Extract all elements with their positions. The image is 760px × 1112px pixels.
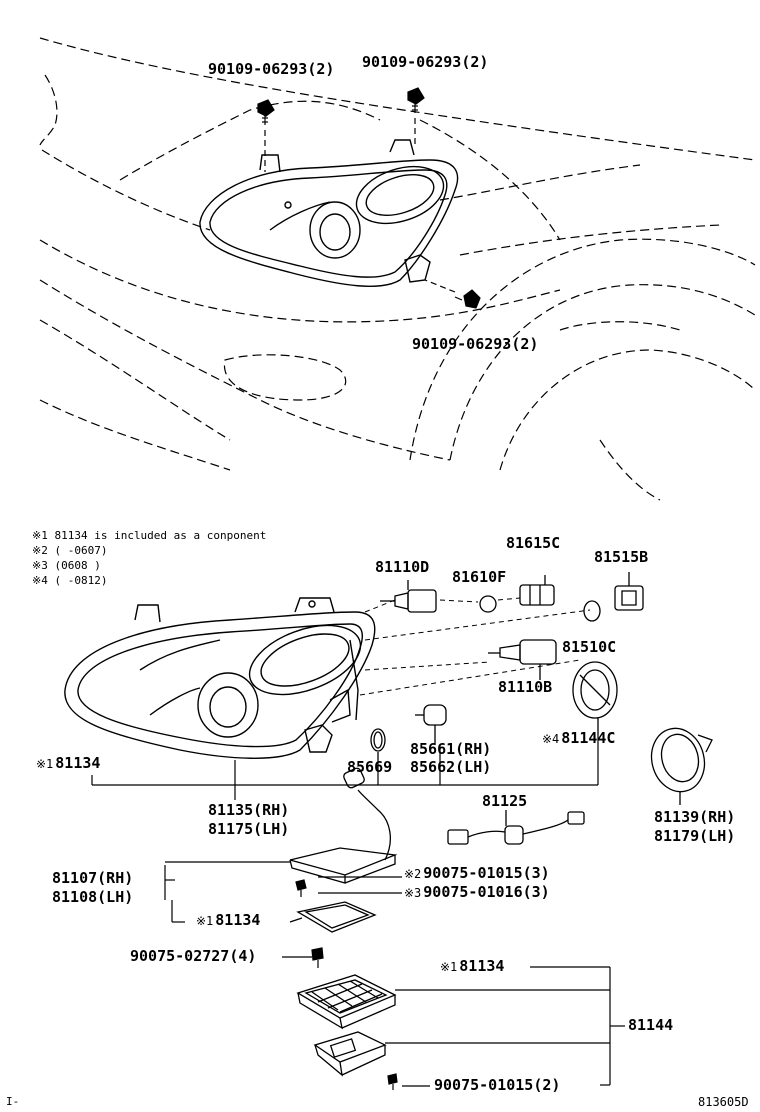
socket-81615C [520,575,554,605]
left-edge-mark: I- [6,1095,20,1108]
label-90075-01016: ※3 90075-01016(3) [404,883,550,901]
gasket-81134 [298,902,375,932]
housing-81144 [298,975,395,1028]
harness-81125 [448,810,584,844]
ring-85669 [371,729,385,760]
label-81134-housing: ※1 81134 [440,957,505,975]
note-2: ※2 ( -0607) [32,544,108,557]
label-81135: 81135(RH) [208,801,290,819]
cap-81144C [573,662,617,735]
label-81107: 81107(RH) [52,869,134,887]
cover-plate-81144 [315,1032,385,1075]
label-81610F: 81610F [452,568,507,586]
label-bolt-top-right: 90109-06293(2) [362,53,489,71]
screw-90075-01015-lower [388,1074,397,1090]
bracket-81144 [385,967,625,1086]
bulb-81610F [480,596,496,612]
label-81144: 81144 [628,1016,674,1034]
label-81615C: 81615C [506,534,561,552]
label-81125: 81125 [482,792,528,810]
label-85661: 85661(RH) [410,740,492,758]
assembly-bracket [92,735,598,800]
bolt-top-left [258,100,274,172]
bulb-85661 [415,705,446,745]
label-85669: 85669 [347,758,393,776]
label-90075-01015-lower: 90075-01015(2) [434,1076,561,1094]
screw-90075-02727 [282,948,323,968]
diagram-id: 813605D [698,1095,749,1109]
label-81139: 81139(RH) [654,808,736,826]
label-bolt-top-left: 90109-06293(2) [208,60,335,78]
label-90075-02727: 90075-02727(4) [130,947,257,965]
label-81144C: ※4 81144C [542,729,616,747]
label-81515B: 81515B [594,548,649,566]
label-85662: 85662(LH) [410,758,492,776]
note-1: ※1 81134 is included as a conponent [32,529,267,542]
ballast-81107 [290,767,395,883]
label-81179: 81179(LH) [654,827,736,845]
label-81510C: 81510C [562,638,617,656]
headlamp-assembly [65,598,375,758]
label-81110B: 81110B [498,678,553,696]
screw-90075-01015 [296,880,306,897]
bulb-81110D [380,580,436,612]
headlamp-on-car [200,140,458,286]
cover-81139 [645,722,712,805]
label-90075-01015: ※2 90075-01015(3) [404,864,550,882]
label-81134-gasket: ※1 81134 [196,911,261,929]
label-81134-main: ※1 81134 [36,754,101,772]
bolt-top-right [408,88,424,145]
label-bolt-lower: 90109-06293(2) [412,335,539,353]
bulb-81510C [584,601,600,621]
label-81175: 81175(LH) [208,820,290,838]
bulb-81110B [488,640,556,680]
label-81110D: 81110D [375,558,430,576]
label-81108: 81108(LH) [52,888,134,906]
note-3: ※3 (0608 ) [32,559,101,572]
note-4: ※4 ( -0812) [32,574,108,587]
socket-81515B [615,572,643,610]
bolt-lower [425,280,480,308]
